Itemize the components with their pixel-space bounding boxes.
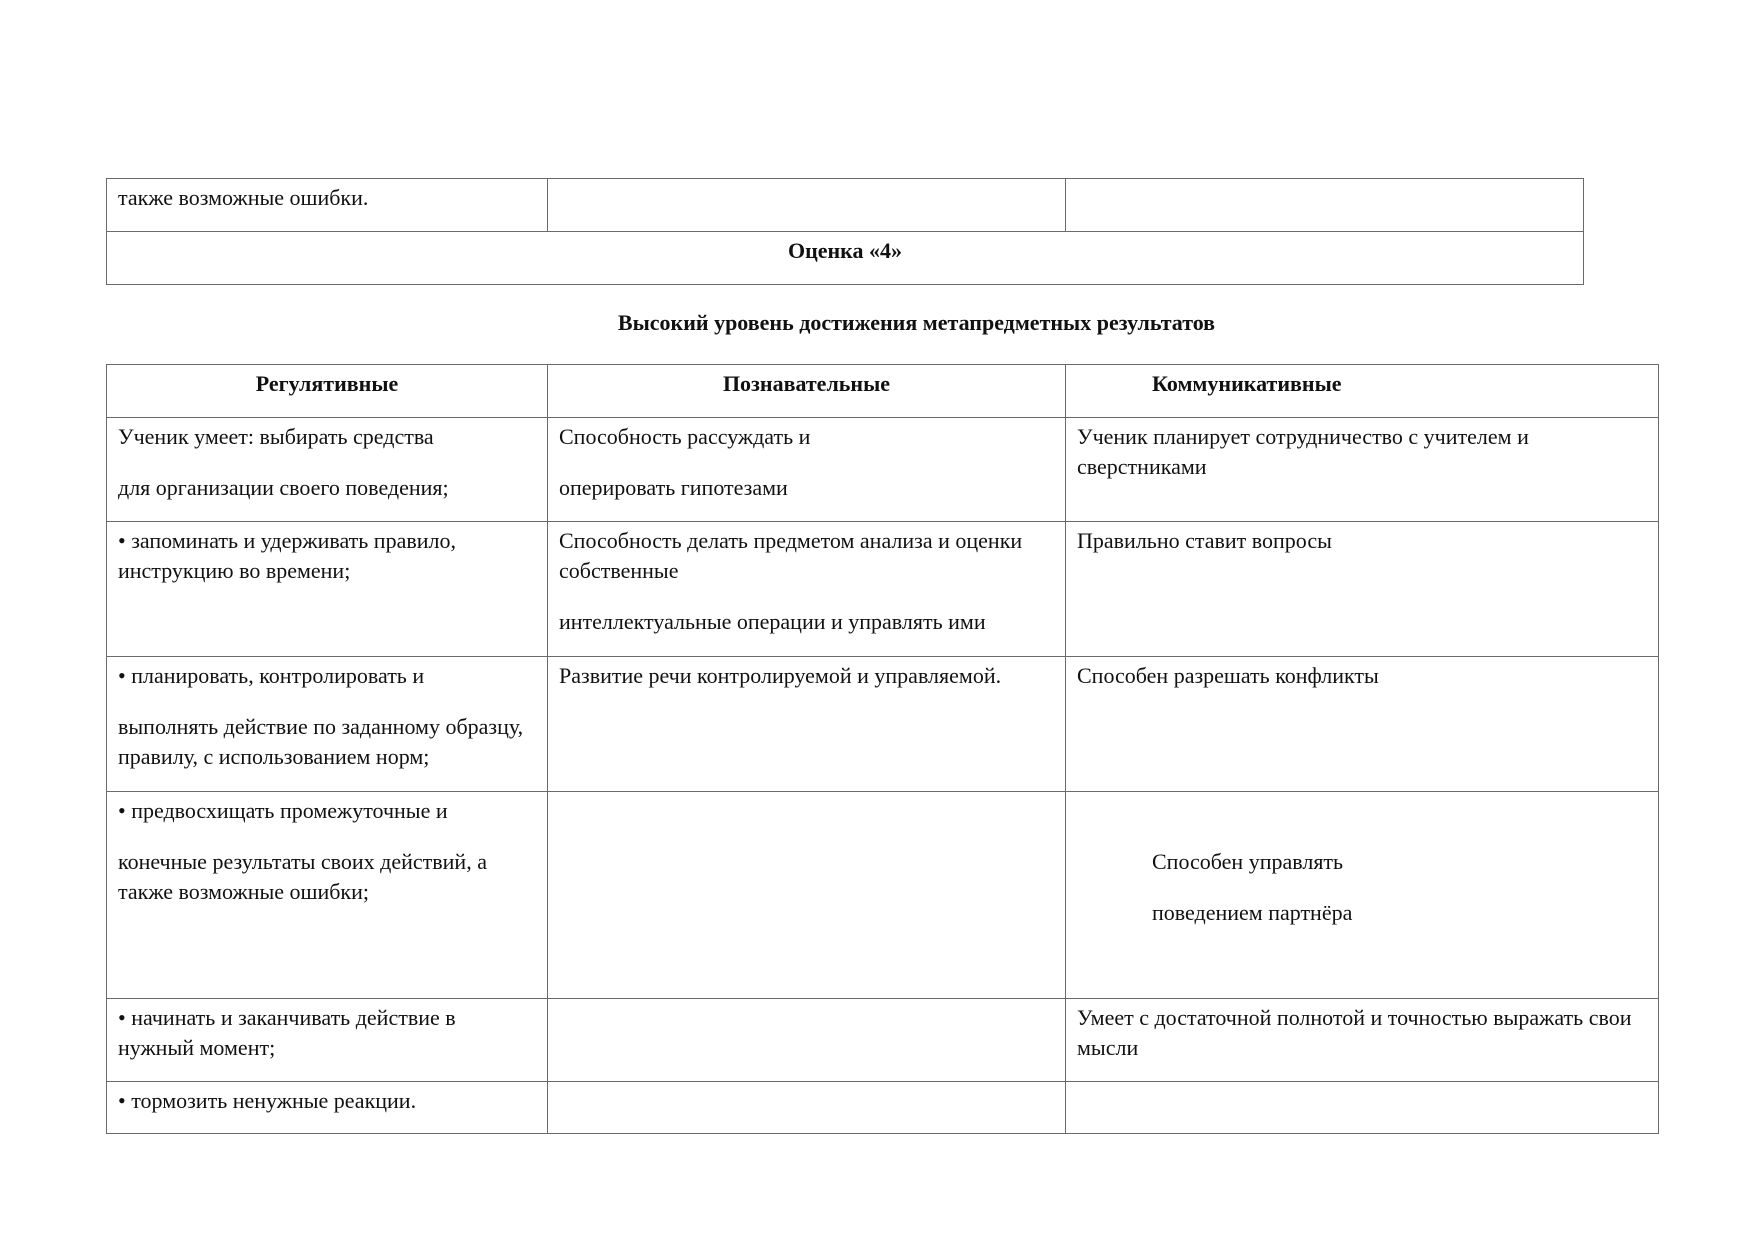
table-row [107, 522, 1659, 657]
cell-text: Способность рассуждать и [559, 424, 811, 449]
table-row [107, 232, 1584, 285]
table-row [107, 792, 1659, 999]
table-cell [107, 418, 548, 522]
table-row [107, 418, 1659, 522]
table-row [107, 999, 1659, 1082]
table-cell [1066, 657, 1659, 792]
cell-text: оперировать гипотезами [559, 475, 788, 500]
table-row [107, 1082, 1659, 1134]
table-cell [1066, 179, 1584, 232]
cell-text: интеллектуальные операции и управлять ими [559, 609, 986, 634]
table-cell [548, 657, 1066, 792]
cell-text: Способен разрешать конфликты [1077, 663, 1379, 688]
cell-text: для организации своего поведения; [118, 475, 449, 500]
column-header: Коммуникативные [1066, 365, 1659, 418]
column-header: Познавательные [548, 365, 1066, 418]
table-cell: также возможные ошибки. [107, 179, 548, 232]
table-cell [107, 792, 548, 999]
results-table [106, 364, 1659, 1134]
table-cell [1066, 522, 1659, 657]
table-cell [107, 657, 548, 792]
cell-text: выполнять действие по заданному образцу, правилу, с использованием норм; [118, 714, 524, 769]
table-cell [548, 179, 1066, 232]
header-row [107, 365, 1659, 418]
cell-text: Способность делать предметом анализа и оценки собственные [559, 528, 1023, 583]
table-cell [548, 1082, 1066, 1134]
cell-text: Способен управлять [1152, 849, 1344, 874]
column-header: Регулятивные [107, 365, 548, 418]
table-cell [107, 1082, 548, 1134]
cell-text: Правильно ставит вопросы [1077, 528, 1332, 553]
table-row [107, 657, 1659, 792]
top-table [106, 178, 1584, 285]
cell-text: • запоминать и удерживать правило, инструкцию во времени; [118, 528, 456, 583]
table-cell [1066, 1082, 1659, 1134]
table-cell [107, 999, 548, 1082]
table-row [107, 179, 1584, 232]
table-cell [1066, 999, 1659, 1082]
cell-text: поведением партнёра [1152, 900, 1353, 925]
section-title: Высокий уровень достижения метапредметных результатов [617, 310, 1216, 335]
table-cell [548, 418, 1066, 522]
cell-text: • начинать и заканчивать действие в нужный момент; [118, 1005, 456, 1060]
cell-text: конечные результаты своих действий, а также возможные ошибки; [118, 849, 487, 904]
cell-text: Ученик планирует сотрудничество с учителем и сверстниками [1077, 424, 1529, 479]
table-cell [548, 999, 1066, 1082]
cell-text: • планировать, контролировать и [118, 663, 425, 688]
cell-text: • тормозить ненужные реакции. [118, 1088, 417, 1113]
grade-heading: Оценка «4» [107, 232, 1584, 285]
table-cell [107, 522, 548, 657]
table-cell [548, 792, 1066, 999]
cell-text: • предвосхищать промежуточные и [118, 798, 448, 823]
table-cell [1066, 792, 1659, 999]
table-cell [548, 522, 1066, 657]
cell-text: Ученик умеет: выбирать средства [118, 424, 434, 449]
table-cell [1066, 418, 1659, 522]
cell-text: Умеет с достаточной полнотой и точностью выражать свои мысли [1077, 1005, 1632, 1060]
cell-text: Развитие речи контролируемой и управляемой. [559, 663, 1002, 688]
